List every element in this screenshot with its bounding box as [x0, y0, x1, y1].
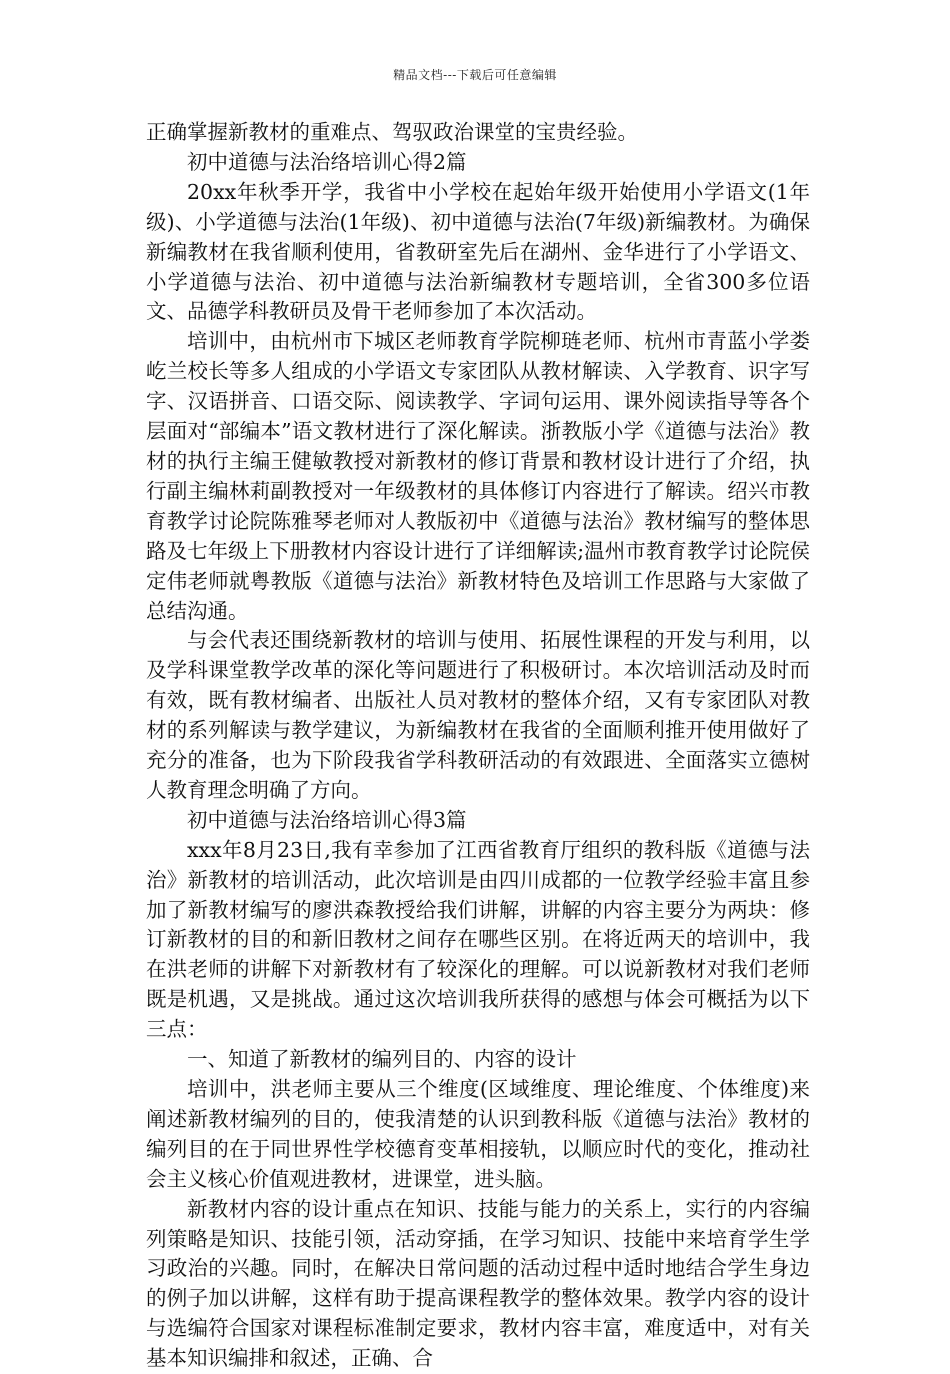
paragraph: 新教材内容的设计重点在知识、技能与能力的关系上，实行的内容编列策略是知识、技能引领，活动穿插，在学习知识、技能中来培育学生学习政治的兴趣。同时，在解决日常问题的活动过程中适时地结合学生身边的例子加以讲解，这样有助于提高课程教学的整体效果。教学内容的设计与选编符合国家对课程标准制定要求，教材内容丰富，难度适中，对有关基本知识编排和叙述，正确、合: [146, 1196, 810, 1371]
section-heading-2: 初中道德与法治络培训心得2篇: [187, 149, 467, 174]
paragraph: xxx年8月23日,我有幸参加了江西省教育厅组织的教科版《道德与法治》新教材的培训活动，此次培训是由四川成都的一位教学经验丰富且参加了新教材编写的廖洪森教授给我们讲解，讲解的内容主要分为两块：修订新教材的目的和新旧教材之间存在哪些区别。在将近两天的培训中，我在洪老师的讲解下对新教材有了较深化的理解。可以说新教材对我们老师既是机遇，又是挑战。通过这次培训我所获得的感想与体会可概括为以下三点：: [146, 837, 810, 1042]
page-header: 精品文档---下载后可任意编辑: [393, 68, 557, 82]
paragraph: 与会代表还围绕新教材的培训与使用、拓展性课程的开发与利用，以及学科课堂教学改革的深化等问题进行了积极研讨。本次培训活动及时而有效，既有教材编者、出版社人员对教材的整体介绍，又有专家团队对教材的系列解读与教学建议，为新编教材在我省的全面顺利推开使用做好了充分的准备，也为下阶段我省学科教研活动的有效跟进、全面落实立德树人教育理念明确了方向。: [146, 628, 810, 802]
paragraph-continuation: 正确掌握新教材的重难点、驾驭政治课堂的宝贵经验。: [146, 120, 638, 144]
paragraph: 20xx年秋季开学，我省中小学校在起始年级开始使用小学语文(1年级)、小学道德与法治(1年级)、初中道德与法治(7年级)新编教材。为确保新编教材在我省顺利使用，省教研室先后在湖州、金华进行了小学语文、小学道德与法治、初中道德与法治新编教材专题培训，全省300多位语文、品德学科教研员及骨干老师参加了本次活动。: [146, 179, 810, 324]
section-heading-3: 初中道德与法治络培训心得3篇: [187, 807, 467, 832]
paragraph: 培训中，洪老师主要从三个维度(区域维度、理论维度、个体维度)来阐述新教材编列的目的，使我清楚的认识到教科版《道德与法治》教材的编列目的在于同世界性学校德育变革相接轨，以顺应时代的变化，推动社会主义核心价值观进教材，进课堂，进头脑。: [146, 1077, 810, 1191]
subsection-heading: 一、知道了新教材的编列目的、内容的设计: [187, 1047, 577, 1072]
paragraph: 培训中，由杭州市下城区老师教育学院柳琏老师、杭州市青蓝小学娄屹兰校长等多人组成的小学语文专家团队从教材解读、入学教育、识字写字、汉语拼音、口语交际、阅读教学、字词句运用、课外阅读指导等各个层面对“部编本”语文教材进行了深化解读。浙教版小学《道德与法治》教材的执行主编王健敏教授对新教材的修订背景和教材设计进行了介绍，执行副主编林莉副教授对一年级教材的具体修订内容进行了解读。绍兴市教育教学讨论院陈雅琴老师对人教版初中《道德与法治》教材编写的整体思路及七年级上下册教材内容设计进行了详细解读;温州市教育教学讨论院侯定伟老师就粤教版《道德与法治》新教材特色及培训工作思路与大家做了总结沟通。: [146, 329, 810, 623]
document-body: [146, 118, 810, 1374]
